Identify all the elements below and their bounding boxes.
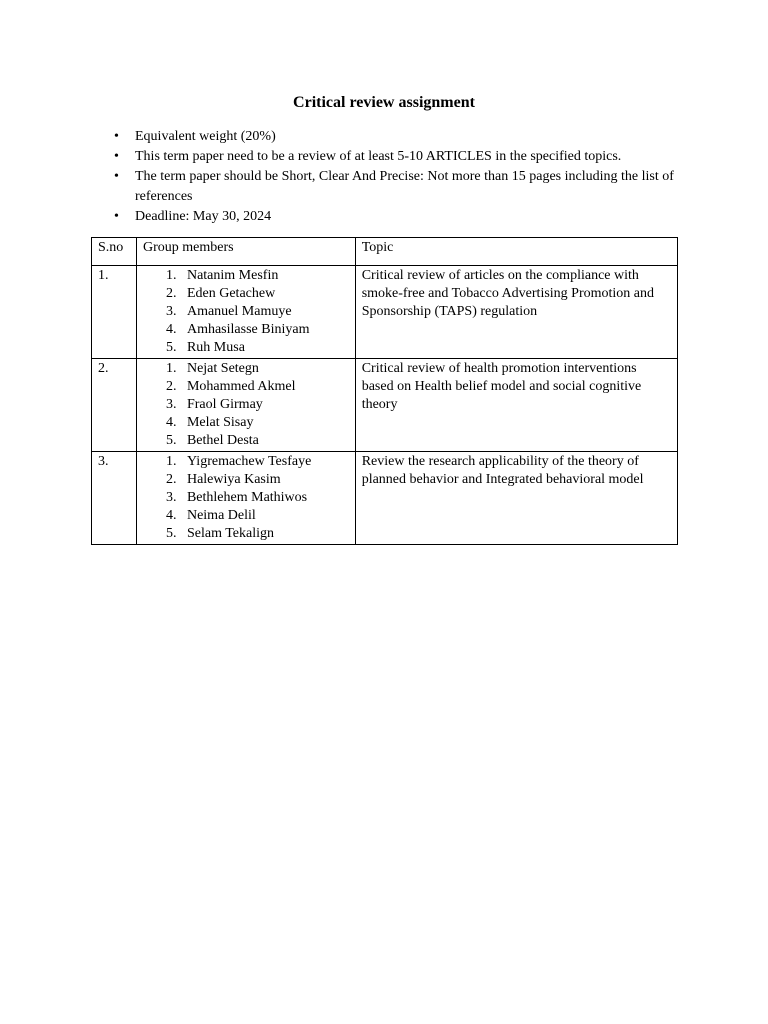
table-row (92, 452, 678, 545)
member: Amhasilasse Biniyam (186, 322, 310, 337)
header-topic: Topic (355, 238, 677, 266)
table-row (92, 266, 678, 359)
requirement-articles: • This term paper need to be a review of at least 5-10 ARTICLES in the specified topics. (114, 147, 684, 167)
member: Bethel Desta (186, 433, 259, 448)
row-sno: 1. (92, 266, 137, 359)
requirement-deadline: • Deadline: May 30, 2024 (114, 207, 684, 227)
member: Mohammed Akmel (186, 379, 296, 394)
header-sno: S.no (92, 238, 137, 266)
requirement-length: • The term paper should be Short, Clear And Precise: Not more than 15 pages including the list of references (114, 167, 684, 207)
members-list (143, 453, 349, 543)
row-topic: Review the research applicability of the theory of planned behavior and Integrated behavioral model (355, 452, 677, 545)
row-sno: 3. (92, 452, 137, 545)
member: Ruh Musa (186, 340, 245, 355)
row-sno: 2. (92, 359, 137, 452)
member: Bethlehem Mathiwos (186, 490, 308, 505)
member: Melat Sisay (186, 415, 254, 430)
member: Yigremachew Tesfaye (186, 454, 312, 469)
row-members (136, 452, 355, 545)
row-members (136, 266, 355, 359)
row-members (136, 359, 355, 452)
members-list (143, 267, 349, 357)
requirements-list (114, 127, 684, 227)
member: Neima Delil (186, 508, 256, 523)
row-topic: Critical review of articles on the compliance with smoke-free and Tobacco Advertising Promotion and Sponsorship (TAPS) regulation (355, 266, 677, 359)
member: Fraol Girmay (186, 397, 263, 412)
header-group-members: Group members (136, 238, 355, 266)
member: Natanim Mesfin (186, 268, 279, 283)
members-list (143, 360, 349, 450)
member: Amanuel Mamuye (186, 304, 292, 319)
document-title: Critical review assignment (293, 94, 475, 111)
requirement-weight: • Equivalent weight (20%) (114, 127, 684, 147)
member: Nejat Setegn (186, 361, 259, 376)
table-row (92, 359, 678, 452)
member: Halewiya Kasim (186, 472, 281, 487)
table-header-row (92, 238, 678, 266)
groups-table (91, 237, 678, 545)
row-topic: Critical review of health promotion interventions based on Health belief model and social cognitive theory (355, 359, 677, 452)
member: Selam Tekalign (186, 526, 274, 541)
member: Eden Getachew (186, 286, 276, 301)
